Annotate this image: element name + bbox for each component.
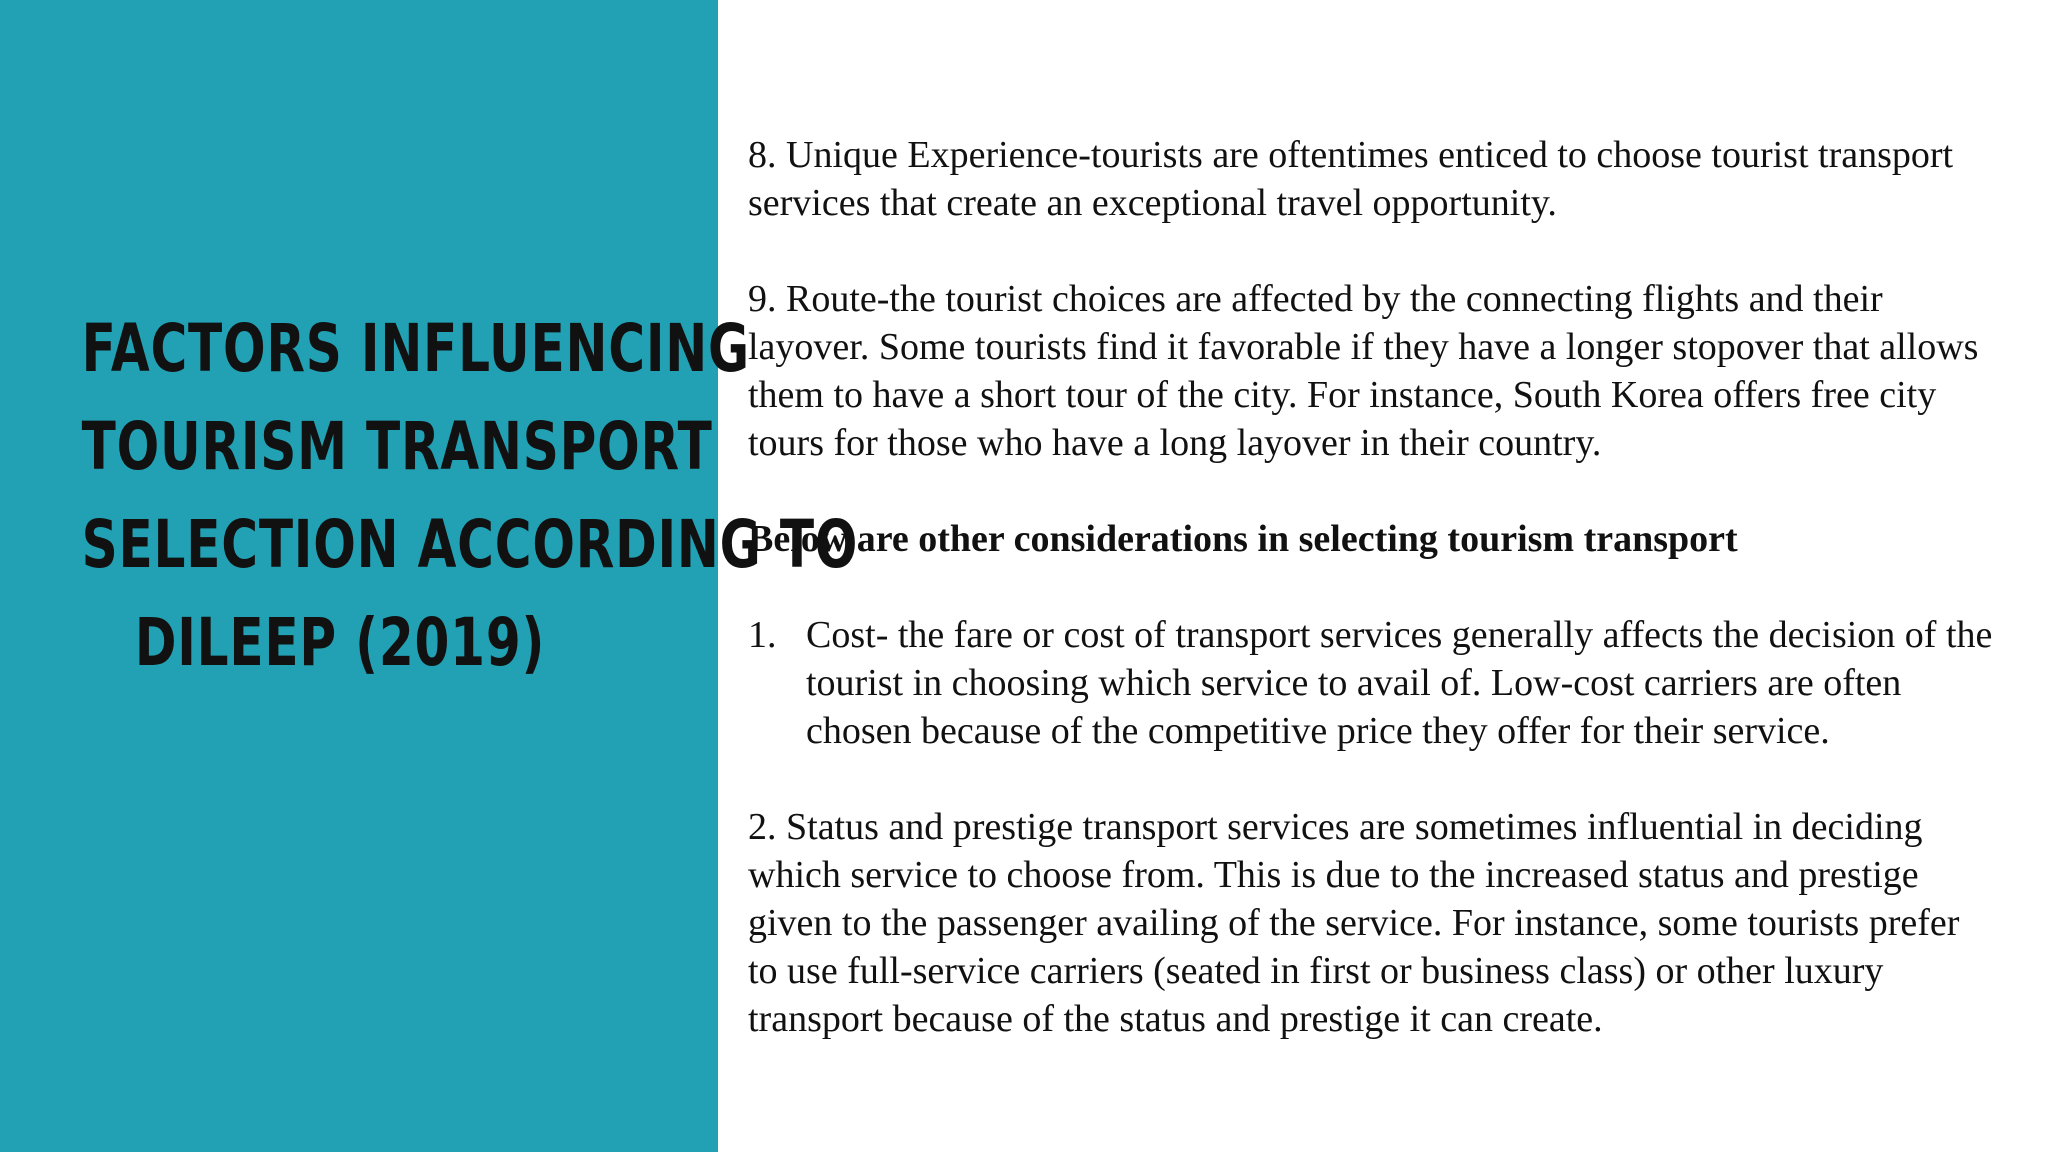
text-line: transport because of the status and prestige it can create. xyxy=(748,998,1603,1040)
slide-title xyxy=(81,300,859,692)
text-line: to use full-service carriers (seated in first or business class) or other luxury xyxy=(748,950,1884,992)
title-line: FACTORS INFLUENCING xyxy=(81,310,750,387)
text-line: chosen because of the competitive price they offer for their service. xyxy=(806,710,1830,752)
text-line: 2. Status and prestige transport services are sometimes influential in deciding xyxy=(748,806,1923,848)
title-line: TOURISM TRANSPORT xyxy=(81,408,713,485)
text-line: 9. Route-the tourist choices are affected by the connecting flights and their xyxy=(748,278,1883,320)
title-line: SELECTION ACCORDING TO xyxy=(81,506,859,583)
text-line: which service to choose from. This is due to the increased status and prestige xyxy=(748,854,1919,896)
text-line: layover. Some tourists find it favorable if they have a longer stopover that allows xyxy=(748,326,1979,368)
text-line: them to have a short tour of the city. For instance, South Korea offers free city xyxy=(748,374,1937,416)
considerations-heading: Below are other considerations in selecting tourism transport xyxy=(748,518,1738,560)
content-area xyxy=(748,131,2044,1091)
paragraph-unique-experience xyxy=(748,131,2044,227)
text-line: services that create an exceptional travel opportunity. xyxy=(748,182,1557,224)
text-line: 8. Unique Experience-tourists are oftentimes enticed to choose tourist transport xyxy=(748,134,1954,176)
text-line: Cost- the fare or cost of transport services generally affects the decision of the xyxy=(806,614,1993,656)
list-item-cost xyxy=(748,611,2044,755)
text-line: given to the passenger availing of the service. For instance, some tourists prefer xyxy=(748,902,1960,944)
text-line: tourist in choosing which service to avail of. Low-cost carriers are often xyxy=(806,662,1902,704)
list-number: 1. xyxy=(748,614,777,656)
title-line: DILEEP (2019) xyxy=(134,604,546,681)
text-line: tours for those who have a long layover in their country. xyxy=(748,422,1602,464)
paragraph-status-prestige xyxy=(748,803,2044,1043)
paragraph-route xyxy=(748,275,2044,467)
